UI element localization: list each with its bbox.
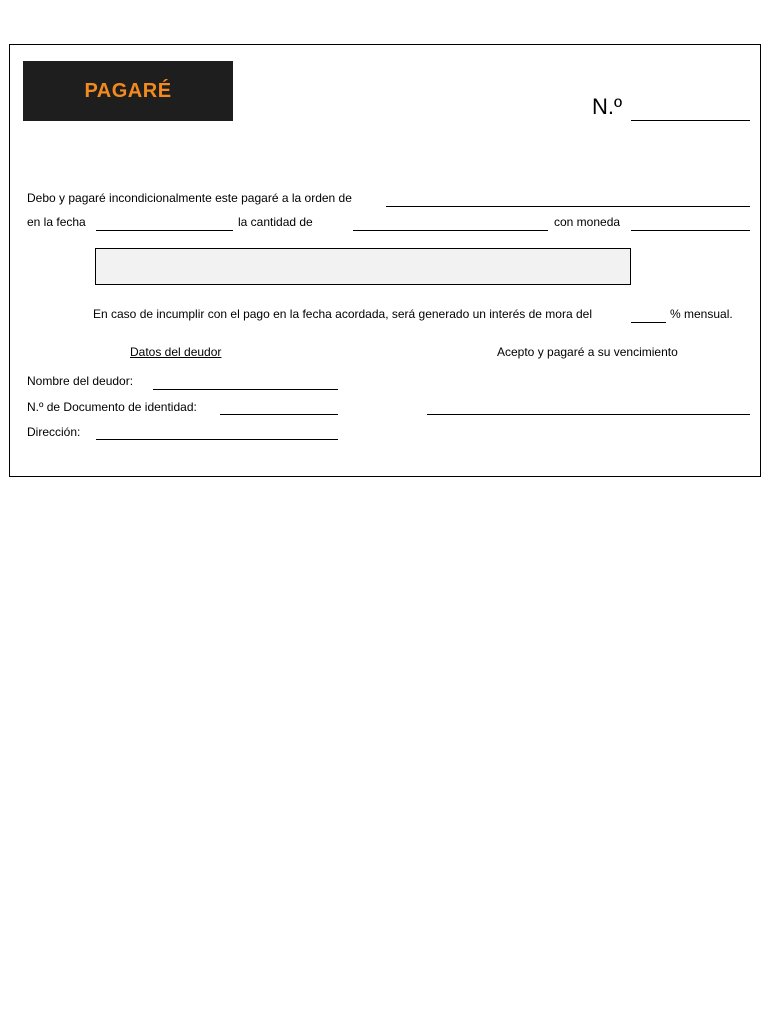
date-field[interactable] — [96, 230, 233, 231]
document-id-field[interactable] — [220, 414, 338, 415]
amount-in-words-box[interactable] — [95, 248, 631, 285]
debtor-heading: Datos del deudor — [130, 345, 222, 359]
date-label: en la fecha — [27, 215, 86, 229]
address-field[interactable] — [96, 439, 338, 440]
number-field[interactable] — [631, 120, 750, 121]
debtor-name-field[interactable] — [153, 389, 338, 390]
amount-field[interactable] — [353, 230, 548, 231]
currency-field[interactable] — [631, 230, 750, 231]
document-id-label: N.º de Documento de identidad: — [27, 400, 197, 414]
interest-text: En caso de incumplir con el pago en la fecha acordada, será generado un interés de mora del — [93, 307, 592, 321]
address-label: Dirección: — [27, 425, 81, 439]
payee-field[interactable] — [386, 206, 750, 207]
currency-label: con moneda — [554, 215, 621, 229]
document-title: PAGARÉ — [84, 80, 172, 102]
title-banner — [23, 61, 233, 121]
acceptance-heading: Acepto y pagaré a su vencimiento — [497, 345, 678, 359]
signature-line[interactable] — [427, 414, 750, 415]
order-text: Debo y pagaré incondicionalmente este pagaré a la orden de — [27, 191, 352, 205]
number-label: N.º — [592, 94, 623, 119]
interest-suffix: % mensual. — [670, 307, 733, 321]
amount-label: la cantidad de — [238, 215, 313, 229]
interest-rate-field[interactable] — [631, 322, 666, 323]
debtor-name-label: Nombre del deudor: — [27, 374, 134, 388]
